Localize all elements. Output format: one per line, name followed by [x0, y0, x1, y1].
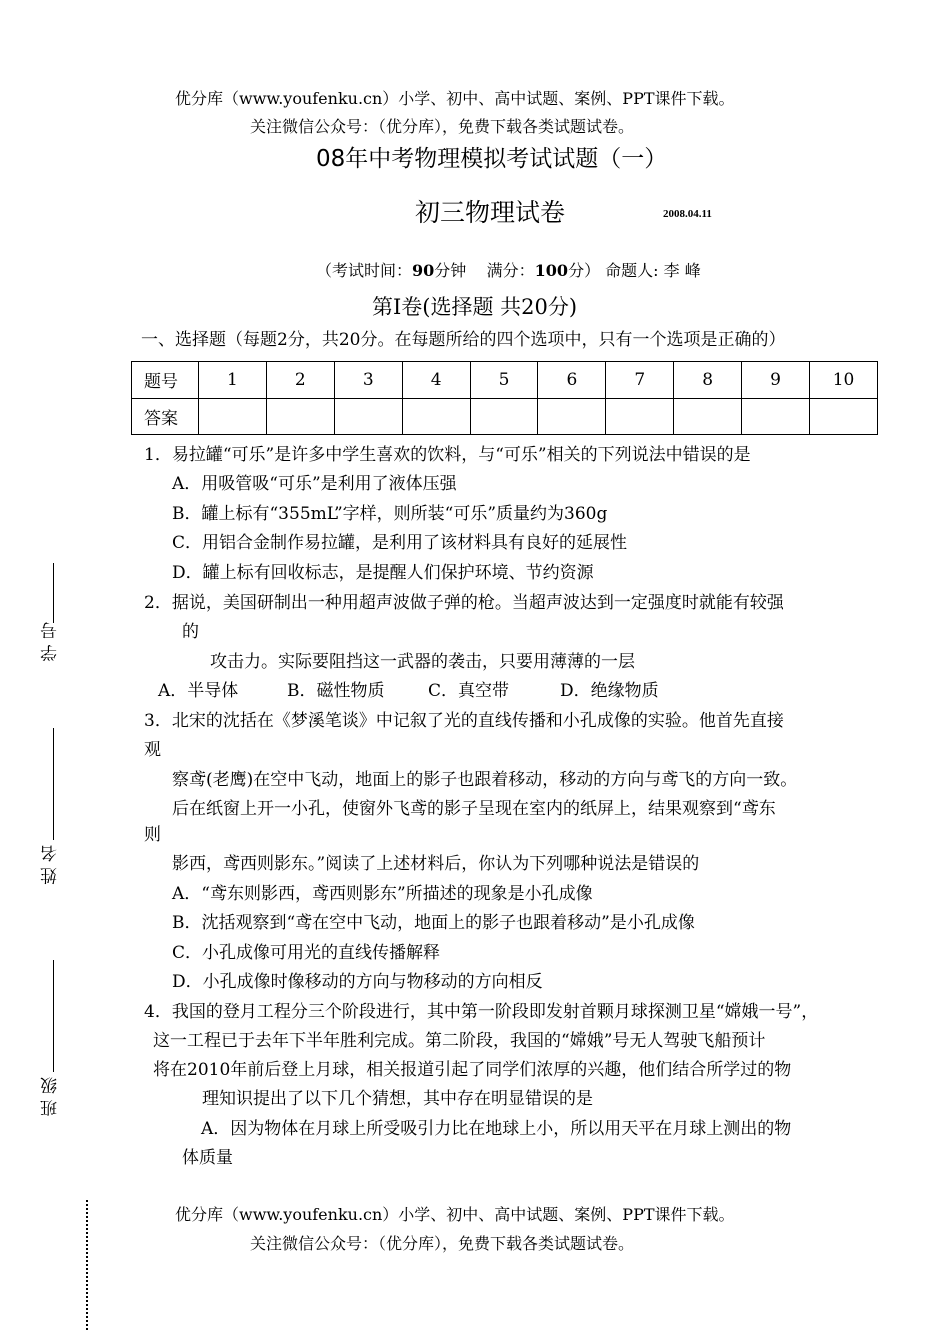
footer-line-1: 优分库（www.youfenku.cn）小学、初中、高中试题、案例、PPT课件下载。: [175, 1205, 735, 1224]
answer-number-3: 3: [334, 362, 402, 399]
section-instruction: 一、选择题（每题2分，共20分。在每题所给的四个选项中，只有一个选项是正确的）: [141, 330, 786, 350]
answer-cell-8[interactable]: [674, 398, 742, 435]
q4-stem-line-3: 将在2010年前后登上月球，相关报道引起了同学们浓厚的兴趣，他们结合所学过的物: [153, 1060, 792, 1080]
name-label: 姓 名: [41, 845, 61, 885]
q3-option-b: B．沈括观察到“鸢在空中飞动，地面上的影子也跟着移动”是小孔成像: [172, 913, 695, 933]
footer-line-2: 关注微信公众号：（优分库），免费下载各类试题试卷。: [250, 1234, 635, 1253]
q3-stem-line-6: 影西，鸢西则影东。”阅读了上述材料后，你认为下列哪种说法是错误的: [172, 854, 700, 874]
answer-number-6: 6: [538, 362, 606, 399]
q1-option-b: B．罐上标有“355mL”字样，则所装“可乐”质量约为360g: [172, 504, 608, 524]
answer-cell-3[interactable]: [334, 398, 402, 435]
class-label: 班 级: [41, 1077, 61, 1117]
exam-title: 08年中考物理模拟考试试题（一）: [316, 146, 668, 172]
q2-option-d: D．绝缘物质: [560, 681, 659, 701]
answer-cell-2[interactable]: [266, 398, 334, 435]
q3-option-c: C．小孔成像可用光的直线传播解释: [172, 943, 441, 963]
q3-stem-line-2: 观: [144, 740, 161, 760]
q2-option-c: C．真空带: [428, 681, 510, 701]
q1-option-c: C．用铝合金制作易拉罐，是利用了该材料具有良好的延展性: [172, 533, 628, 553]
score-unit: 分）: [568, 261, 601, 280]
answer-number-2: 2: [266, 362, 334, 399]
q3-stem-line-4: 后在纸窗上开一小孔，使窗外飞鸢的影子呈现在室内的纸屏上，结果观察到“鸢东: [172, 799, 776, 819]
answer-number-10: 10: [810, 362, 878, 399]
header-line-1: 优分库（www.youfenku.cn）小学、初中、高中试题、案例、PPT课件下载。: [175, 89, 735, 108]
q1-option-a: A．用吸管吸“可乐”是利用了液体压强: [172, 474, 457, 494]
student-no-line: [53, 563, 54, 623]
q3-stem-line-3: 察鸢(老鹰)在空中飞动，地面上的影子也跟着移动，移动的方向与鸢飞的方向一致。: [172, 770, 798, 790]
time-label: （考试时间：: [316, 261, 413, 280]
answer-cell-9[interactable]: [742, 398, 810, 435]
q4-option-a-line-1: A．因为物体在月球上所受吸引力比在地球上小，所以用天平在月球上测出的物: [201, 1119, 792, 1139]
q3-stem-line-5: 则: [144, 825, 161, 845]
section-title: 第Ⅰ卷(选择题 共20分): [372, 295, 578, 319]
q4-stem-line-4: 理知识提出了以下几个猜想，其中存在明显错误的是: [202, 1089, 593, 1109]
answer-table-answer-row: [132, 398, 878, 435]
binding-dotted-line: [86, 1200, 88, 1330]
time-value: 90: [412, 261, 435, 280]
paper-subtitle: 初三物理试卷: [415, 198, 566, 227]
score-value: 100: [534, 261, 569, 280]
answer-number-1: 1: [199, 362, 267, 399]
answer-cell-4[interactable]: [402, 398, 470, 435]
name-line: [53, 728, 54, 840]
score-label: 满分：: [486, 261, 535, 280]
q2-stem-line-3: 攻击力。实际要阻挡这一武器的袭击，只要用薄薄的一层: [210, 652, 635, 672]
answer-cell-6[interactable]: [538, 398, 606, 435]
exam-author: 命题人: 李 峰: [605, 261, 701, 280]
q3-stem-line-1: 3．北宋的沈括在《梦溪笔谈》中记叙了光的直线传播和小孔成像的实验。他首先直接: [144, 711, 784, 731]
answer-cell-7[interactable]: [606, 398, 674, 435]
q2-stem-line-2: 的: [182, 622, 199, 642]
q3-option-a: A．“鸢东则影西，鸢西则影东”所描述的现象是小孔成像: [172, 884, 593, 904]
answer-table-number-row: [132, 362, 878, 399]
student-no-label: 学 号: [41, 622, 61, 662]
answer-label: 答案: [132, 398, 199, 435]
answer-table: [131, 361, 878, 435]
exam-info: [316, 258, 701, 281]
answer-number-9: 9: [742, 362, 810, 399]
answer-number-8: 8: [674, 362, 742, 399]
q4-option-a-line-2: 体质量: [182, 1148, 233, 1168]
q4-stem-line-2: 这一工程已于去年下半年胜利完成。第二阶段，我国的“嫦娥”号无人驾驶飞船预计: [153, 1031, 766, 1051]
answer-cell-5[interactable]: [470, 398, 538, 435]
answer-number-4: 4: [402, 362, 470, 399]
time-unit: 分钟: [434, 261, 467, 280]
header-line-2: 关注微信公众号：（优分库），免费下载各类试题试卷。: [250, 117, 635, 136]
q4-stem-line-1: 4．我国的登月工程分三个阶段进行，其中第一阶段即发射首颗月球探测卫星“嫦娥一号”，: [144, 1002, 819, 1022]
answer-cell-1[interactable]: [199, 398, 267, 435]
q1-stem: 1．易拉罐“可乐”是许多中学生喜欢的饮料，与“可乐”相关的下列说法中错误的是: [144, 445, 751, 465]
q2-option-a: A．半导体: [158, 681, 239, 701]
class-line: [53, 960, 54, 1072]
q1-option-d: D．罐上标有回收标志，是提醒人们保护环境、节约资源: [172, 563, 594, 583]
answer-number-5: 5: [470, 362, 538, 399]
answer-number-7: 7: [606, 362, 674, 399]
question-number-label: 题号: [132, 362, 199, 399]
q3-option-d: D．小孔成像时像移动的方向与物移动的方向相反: [172, 972, 543, 992]
answer-cell-10[interactable]: [810, 398, 878, 435]
q2-option-b: B．磁性物质: [287, 681, 385, 701]
exam-date: 2008.04.11: [663, 208, 712, 220]
q2-stem-line-1: 2．据说，美国研制出一种用超声波做子弹的枪。当超声波达到一定强度时就能有较强: [144, 593, 784, 613]
